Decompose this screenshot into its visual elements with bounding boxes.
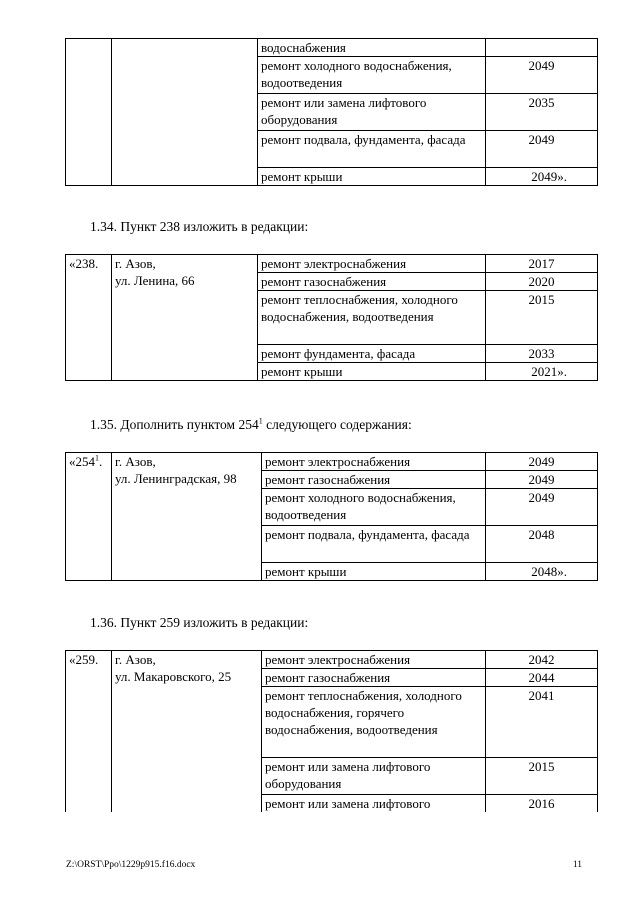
work-cell: ремонт крыши <box>258 168 486 186</box>
table-continuation <box>65 38 598 186</box>
work-cell: ремонт фундамента, фасада <box>258 345 486 363</box>
work-cell: ремонт газоснабжения <box>262 669 486 687</box>
year-cell: 2049 <box>486 471 598 489</box>
work-cell: ремонт подвала, фундамента, фасада <box>262 526 486 563</box>
number-cell <box>66 39 112 186</box>
year-cell: 2015 <box>486 291 598 345</box>
year-cell: 2016 <box>486 795 598 813</box>
address-city: г. Азов, <box>115 652 156 667</box>
table-row <box>66 651 598 669</box>
table-row <box>66 255 598 273</box>
address-street: ул. Макаровского, 25 <box>115 669 232 684</box>
work-cell: ремонт или замена лифтового оборудования <box>262 758 486 795</box>
item-number-superscript: 1 <box>95 453 99 463</box>
work-cell: ремонт газоснабжения <box>262 471 486 489</box>
work-cell: ремонт или замена лифтового оборудования <box>258 94 486 131</box>
year-cell: 2015 <box>486 758 598 795</box>
year-cell: 2048 <box>486 526 598 563</box>
footer-file-path: Z:\ORST\Ppo\1229p915.f16.docx <box>66 860 196 870</box>
year-cell: 2041 <box>486 687 598 758</box>
section-heading: 1.36. Пункт 259 изложить в редакции: <box>90 615 309 630</box>
address-cell <box>112 255 258 381</box>
address-street: ул. Ленина, 66 <box>115 273 195 288</box>
table-item-259 <box>65 650 598 812</box>
heading-text: 1.35. Дополнить пунктом 254 <box>90 417 259 432</box>
item-number-text: «254 <box>69 454 95 469</box>
address-cell <box>112 651 262 813</box>
address-city: г. Азов, <box>115 256 156 271</box>
work-cell: ремонт крыши <box>262 563 486 581</box>
year-cell: 2049 <box>486 131 598 168</box>
item-number <box>66 453 112 581</box>
address-city: г. Азов, <box>115 454 156 469</box>
year-cell: 2049 <box>486 57 598 94</box>
work-cell: ремонт электроснабжения <box>262 453 486 471</box>
work-cell: ремонт теплоснабжения, холодного водоснабжения, горячего водоснабжения, водоотведения <box>262 687 486 758</box>
year-cell: 2035 <box>486 94 598 131</box>
page-number: 11 <box>572 860 582 870</box>
work-cell: ремонт теплоснабжения, холодного водоснабжения, водоотведения <box>258 291 486 345</box>
year-cell: 2017 <box>486 255 598 273</box>
work-cell: водоснабжения <box>258 39 486 57</box>
year-cell: 2020 <box>486 273 598 291</box>
year-cell: 2044 <box>486 669 598 687</box>
item-number: «259. <box>66 651 112 813</box>
item-number-dot: . <box>99 454 103 469</box>
work-cell: ремонт электроснабжения <box>262 651 486 669</box>
table-item-238 <box>65 254 598 381</box>
section-heading: 1.34. Пункт 238 изложить в редакции: <box>90 219 309 234</box>
work-cell: ремонт подвала, фундамента, фасада <box>258 131 486 168</box>
year-cell: 2033 <box>486 345 598 363</box>
year-cell: 2042 <box>486 651 598 669</box>
table-row <box>66 453 598 471</box>
work-cell: ремонт или замена лифтового <box>262 795 486 813</box>
year-cell: 2049 <box>486 453 598 471</box>
work-cell: ремонт газоснабжения <box>258 273 486 291</box>
heading-superscript: 1 <box>258 416 263 426</box>
year-cell: 2049 <box>486 489 598 526</box>
address-street: ул. Ленинградская, 98 <box>115 471 237 486</box>
table-row <box>66 39 598 57</box>
work-cell: ремонт электроснабжения <box>258 255 486 273</box>
year-cell: 2048». <box>486 563 598 581</box>
work-cell: ремонт холодного водоснабжения, водоотведения <box>262 489 486 526</box>
year-cell: 2049». <box>486 168 598 186</box>
heading-text-tail: следующего содержания: <box>262 417 412 432</box>
address-cell <box>112 39 258 186</box>
year-cell: 2021». <box>486 363 598 381</box>
address-cell <box>112 453 262 581</box>
section-heading <box>90 416 412 433</box>
item-number: «238. <box>66 255 112 381</box>
table-item-254-1 <box>65 452 598 581</box>
work-cell: ремонт крыши <box>258 363 486 381</box>
work-cell: ремонт холодного водоснабжения, водоотведения <box>258 57 486 94</box>
year-cell <box>486 39 598 57</box>
